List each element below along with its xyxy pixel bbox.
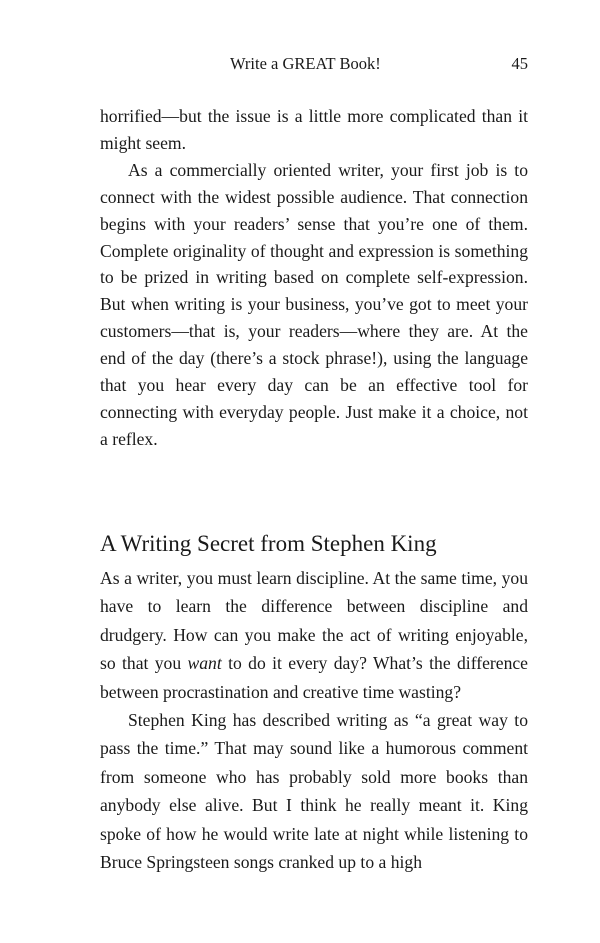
emphasis-want: want <box>187 653 222 674</box>
page-number: 45 <box>511 54 528 73</box>
section-heading: A Writing Secret from Stephen King <box>100 531 437 556</box>
book-page <box>100 0 528 943</box>
running-head <box>100 54 528 78</box>
intro-text <box>100 103 528 453</box>
section-paragraph-1-start: As a writer, you must learn discipline. At the same time, you have to learn the difference between discipline and drudgery. How can you make the act of writing enjoyable, so that you <box>100 568 528 674</box>
section-paragraph-2: Stephen King has described writing as “a great way to pass the time.” That may sound like a humorous comment from someone who has probably sold more books than anybody else alive. But I think he really meant it. King spoke of how he would write late at night while listening to Bruce Springsteen songs cranked up to a high <box>100 710 528 873</box>
section-paragraph-1 <box>100 564 528 706</box>
section-paragraph-1-end: to do it every day? What’s the difference between procrastination and creative time wasting? <box>100 653 528 702</box>
running-head-title: Write a GREAT Book! <box>230 54 381 73</box>
continued-paragraph: horrified—but the issue is a little more complicated than it might seem. <box>100 106 528 153</box>
section-body <box>100 564 528 876</box>
body-paragraph: As a commercially oriented writer, your first job is to connect with the widest possible audience. That connection begins with your readers’ sense that you’re one of them. Complete originality of thought and expression is something to be prized in writing based on complete self-expression. But when writing is your business, you’ve got to meet your customers—that is, your readers—where they are. At the end of the day (there’s a stock phrase!), using the language that you hear every day can be an effective tool for connecting with everyday people. Just make it a choice, not a reflex. <box>100 159 528 449</box>
